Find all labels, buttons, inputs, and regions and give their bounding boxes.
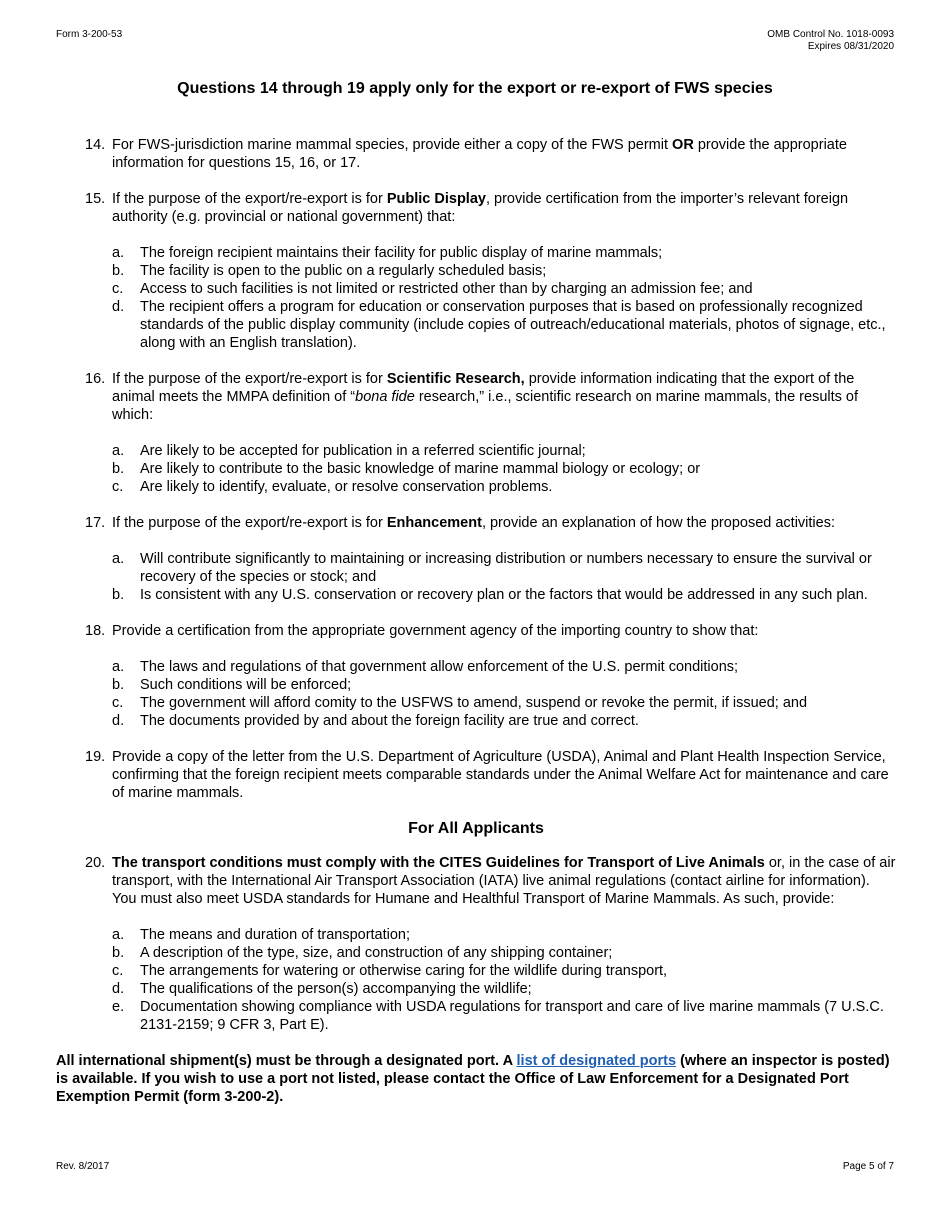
designated-port-notice: All international shipment(s) must be through a designated port. A list of designated ports (where an inspector is posted) is available. If you wish to use a port not listed, please contact the Office of Law Enforcement for a Designated Port Exemption Permit (form 3-200-2). [56,1053,890,1105]
list-item [56,586,896,604]
question-19 [56,748,896,802]
list-item-text: The documents provided by and about the foreign facility are true and correct. [140,713,639,729]
question-18 [56,622,896,640]
list-item [56,244,896,262]
list-item [56,460,896,478]
list-item-letter: b. [112,263,125,279]
question-text: Provide a certification from the appropriate government agency of the importing country to show that: [112,623,759,639]
question-15-items [56,244,896,352]
omb-control-number: OMB Control No. 1018-0093 [767,29,894,40]
designated-ports-link[interactable]: list of designated ports [516,1053,677,1069]
expiration-date: Expires 08/31/2020 [807,41,894,52]
question-number: 19. [85,749,106,765]
list-item-letter: a. [112,927,125,943]
list-item [56,676,896,694]
list-item [56,962,896,980]
question-number: 15. [85,191,106,207]
list-item-letter: b. [112,587,125,603]
list-item-letter: a. [112,659,125,675]
question-20 [56,854,896,908]
list-item-letter: a. [112,443,125,459]
form-number: Form 3-200-53 [56,29,123,40]
list-item-text: Documentation showing compliance with USDA regulations for transport and care of live marine mammals (7 U.S.C. 2131-2159; 9 CFR 3, Part E). [140,999,884,1033]
list-item [56,262,896,280]
question-20-items [56,926,896,1034]
list-item-letter: c. [112,963,124,979]
list-item-letter: a. [112,245,125,261]
list-item-text: Are likely to contribute to the basic knowledge of marine mammal biology or ecology; or [140,461,701,477]
question-18-items [56,658,896,730]
question-text: If the purpose of the export/re-export is for Scientific Research, provide information indicating that the export of the animal meets the MMPA definition of “bona fide research,” i.e., scientific research on marine mammals, the results of which: [112,371,859,423]
section-heading-all-applicants: For All Applicants [408,820,544,837]
omb-info [767,29,894,53]
list-item-letter: d. [112,981,125,997]
list-item-text: Such conditions will be enforced; [140,677,352,693]
list-item-letter: b. [112,461,125,477]
list-item [56,442,896,460]
list-item-text: The qualifications of the person(s) accompanying the wildlife; [140,981,532,997]
question-text: If the purpose of the export/re-export is for Public Display, provide certification from the importer’s relevant foreign authority (e.g. provincial or national government) that: [112,191,849,225]
list-item [56,550,896,586]
list-item-text: Access to such facilities is not limited or restricted other than by charging an admission fee; and [140,281,753,297]
list-item-letter: a. [112,551,125,567]
list-item-text: A description of the type, size, and construction of any shipping container; [140,945,613,961]
question-text: Provide a copy of the letter from the U.S. Department of Agriculture (USDA), Animal and Plant Health Inspection Service, confirming that the foreign recipient meets comparable standards under the Animal Welfare Act for maintenance and care of marine mammals. [112,749,889,801]
question-number: 14. [85,137,106,153]
list-item-letter: d. [112,713,125,729]
list-item [56,694,896,712]
question-17-items [56,550,896,604]
question-number: 16. [85,371,106,387]
page-number: Page 5 of 7 [842,1161,894,1172]
question-text: The transport conditions must comply with the CITES Guidelines for Transport of Live Animals or, in the case of air transport, with the International Air Transport Association (IATA) live animal regulations (contact airline for information). You must also meet USDA standards for Humane and Healthful Transport of Marine Mammals. As such, provide: [112,855,896,907]
questions-content [56,136,896,1106]
question-16-items [56,442,896,496]
list-item-text: The recipient offers a program for education or conservation purposes that is based on professionally recognized standards of the public display community (include copies of outreach/educational materials, photos of signage, etc., along with an English translation). [140,299,886,351]
question-15 [56,190,896,226]
question-number: 18. [85,623,106,639]
question-17 [56,514,896,532]
list-item-text: The government will afford comity to the USFWS to amend, suspend or revoke the permit, if issued; and [140,695,808,711]
list-item-letter: c. [112,479,124,495]
list-item [56,944,896,962]
list-item-text: Is consistent with any U.S. conservation or recovery plan or the factors that would be addressed in any such plan. [140,587,868,603]
list-item-letter: c. [112,281,124,297]
list-item-text: The laws and regulations of that government allow enforcement of the U.S. permit conditions; [140,659,739,675]
list-item-text: Will contribute significantly to maintaining or increasing distribution or numbers necessary to ensure the survival or recovery of the species or stock; and [140,551,872,585]
page-title: Questions 14 through 19 apply only for the export or re-export of FWS species [177,80,773,97]
list-item [56,478,896,496]
list-item [56,712,896,730]
list-item-letter: c. [112,695,124,711]
list-item-text: The means and duration of transportation; [140,927,411,943]
list-item-text: Are likely to be accepted for publication in a referred scientific journal; [140,443,586,459]
question-16 [56,370,896,424]
question-number: 20. [85,855,106,871]
list-item-letter: b. [112,677,125,693]
question-text: If the purpose of the export/re-export is for Enhancement, provide an explanation of how the proposed activities: [112,515,835,531]
list-item [56,926,896,944]
list-item-letter: e. [112,999,125,1015]
list-item [56,280,896,298]
list-item-text: The foreign recipient maintains their facility for public display of marine mammals; [140,245,663,261]
list-item [56,658,896,676]
list-item-letter: d. [112,299,125,315]
question-number: 17. [85,515,106,531]
list-item [56,980,896,998]
list-item [56,298,896,352]
list-item-letter: b. [112,945,125,961]
list-item [56,998,896,1034]
list-item-text: Are likely to identify, evaluate, or resolve conservation problems. [140,479,553,495]
list-item-text: The arrangements for watering or otherwise caring for the wildlife during transport, [140,963,668,979]
question-text: For FWS-jurisdiction marine mammal species, provide either a copy of the FWS permit OR provide the appropriate information for questions 15, 16, or 17. [112,137,847,171]
revision-date: Rev. 8/2017 [56,1161,110,1172]
list-item-text: The facility is open to the public on a regularly scheduled basis; [140,263,547,279]
question-14 [56,136,896,172]
